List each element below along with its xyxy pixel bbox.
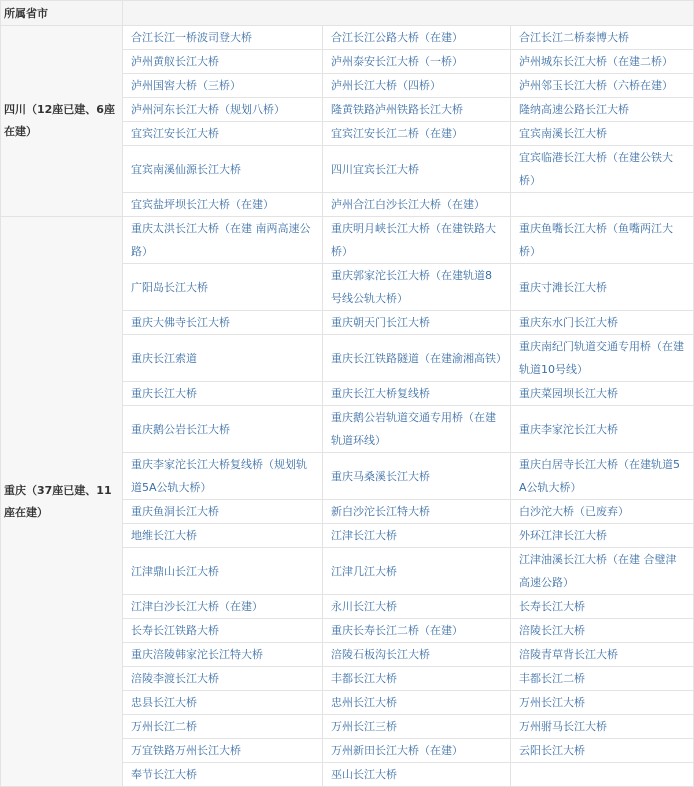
bridge-link[interactable]: 泸州长江大桥（四桥） [331, 79, 441, 92]
table-row [1, 217, 694, 264]
bridge-link[interactable]: 宜宾盐坪坝长江大桥（在建） [131, 198, 274, 211]
bridge-link[interactable]: 泸州邻玉长江大桥（六桥在建） [519, 79, 673, 92]
bridge-cell [323, 406, 511, 453]
bridge-link[interactable]: 重庆长江大桥 [131, 387, 197, 400]
bridge-cell [511, 146, 694, 193]
bridge-link[interactable]: 万州长江大桥 [519, 696, 585, 709]
bridge-cell [511, 524, 694, 548]
bridge-cell [511, 264, 694, 311]
bridge-link[interactable]: 宜宾南溪长江大桥 [519, 127, 607, 140]
bridge-cell [323, 667, 511, 691]
bridge-cell [323, 453, 511, 500]
table-header-row [1, 1, 694, 26]
bridge-link[interactable]: 涪陵石板沟长江大桥 [331, 648, 430, 661]
bridge-cell [123, 548, 323, 595]
bridge-cell [323, 146, 511, 193]
bridge-cell [323, 26, 511, 50]
bridge-link[interactable]: 泸州合江白沙长江大桥（在建） [331, 198, 485, 211]
bridge-cell [123, 335, 323, 382]
bridge-cell [323, 122, 511, 146]
bridge-link[interactable]: 长寿长江铁路大桥 [131, 624, 219, 637]
bridge-link[interactable]: 重庆白居寺长江大桥（在建轨道5A公轨大桥） [519, 458, 680, 494]
bridge-link[interactable]: 忠县长江大桥 [131, 696, 197, 709]
bridge-link[interactable]: 隆黄铁路泸州铁路长江大桥 [331, 103, 463, 116]
bridge-cell [511, 217, 694, 264]
bridge-cell [123, 217, 323, 264]
bridge-link[interactable]: 江津长江大桥 [331, 529, 397, 542]
bridge-link[interactable]: 江津油溪长江大桥（在建 合璧津高速公路） [519, 553, 677, 589]
bridge-link[interactable]: 新白沙沱长江特大桥 [331, 505, 430, 518]
bridge-link[interactable]: 重庆涪陵韩家沱长江特大桥 [131, 648, 263, 661]
bridge-cell [323, 619, 511, 643]
bridge-link[interactable]: 重庆大佛寺长江大桥 [131, 316, 230, 329]
bridge-cell [511, 98, 694, 122]
bridge-cell [123, 643, 323, 667]
bridge-link[interactable]: 永川长江大桥 [331, 600, 397, 613]
bridge-link[interactable]: 宜宾临港长江大桥（在建公铁大桥） [519, 151, 673, 187]
bridge-cell [511, 382, 694, 406]
bridge-cell [511, 335, 694, 382]
bridge-cell [323, 763, 511, 787]
bridge-link[interactable]: 重庆菜园坝长江大桥 [519, 387, 618, 400]
bridge-cell [511, 763, 694, 787]
bridge-link[interactable]: 重庆长江索道 [131, 351, 197, 365]
bridge-cell [123, 739, 323, 763]
bridge-link[interactable]: 地维长江大桥 [131, 529, 197, 542]
bridge-link[interactable]: 重庆鱼洞长江大桥 [131, 505, 219, 518]
bridge-cell [123, 619, 323, 643]
bridge-cell [511, 548, 694, 595]
bridge-link[interactable]: 丰都长江大桥 [331, 672, 397, 685]
bridge-cell [323, 74, 511, 98]
bridge-link[interactable]: 重庆朝天门长江大桥 [331, 316, 430, 329]
bridge-cell [511, 715, 694, 739]
bridge-link[interactable]: 广阳岛长江大桥 [131, 280, 208, 294]
bridge-cell [123, 406, 323, 453]
bridge-cell [511, 122, 694, 146]
bridge-cell [323, 335, 511, 382]
bridge-link[interactable]: 合江长江二桥泰博大桥 [519, 31, 629, 44]
bridge-cell [123, 146, 323, 193]
bridge-link[interactable]: 重庆长江大桥复线桥 [331, 387, 430, 400]
bridge-link[interactable]: 江津鼎山长江大桥 [131, 564, 219, 578]
bridge-cell [511, 667, 694, 691]
bridge-cell [511, 595, 694, 619]
bridge-link[interactable]: 万州新田长江大桥（在建） [331, 744, 463, 757]
bridge-cell [323, 98, 511, 122]
bridge-link[interactable]: 万宜铁路万州长江大桥 [131, 744, 241, 757]
bridge-cell [323, 548, 511, 595]
bridge-cell [123, 453, 323, 500]
bridge-cell [511, 406, 694, 453]
bridge-cell [123, 667, 323, 691]
bridge-link[interactable]: 涪陵青草背长江大桥 [519, 648, 618, 661]
bridge-cell [323, 643, 511, 667]
bridge-link[interactable]: 重庆明月峡长江大桥（在建铁路大桥） [331, 222, 496, 258]
bridge-link[interactable]: 巫山长江大桥 [331, 768, 397, 781]
bridge-link[interactable]: 涪陵长江大桥 [519, 624, 585, 637]
bridge-cell [123, 122, 323, 146]
bridge-cell [511, 691, 694, 715]
bridge-cell [323, 524, 511, 548]
bridge-link[interactable]: 万州长江二桥 [131, 720, 197, 733]
header-province: 所属省市 [1, 1, 123, 26]
bridge-link[interactable]: 泸州黄舣长江大桥 [131, 55, 219, 68]
bridge-link[interactable]: 重庆李家沱长江大桥复线桥（规划轨道5A公轨大桥） [131, 458, 307, 494]
bridge-link[interactable]: 四川宜宾长江大桥 [331, 162, 419, 176]
bridge-cell [323, 217, 511, 264]
bridge-link[interactable]: 奉节长江大桥 [131, 768, 197, 781]
bridge-link[interactable]: 万州驸马长江大桥 [519, 720, 607, 733]
bridge-cell [123, 193, 323, 217]
bridge-cell [123, 715, 323, 739]
bridge-cell [123, 26, 323, 50]
province-cell: 四川（12座已建、6座在建） [1, 26, 123, 217]
bridge-cell [511, 739, 694, 763]
province-cell: 重庆（37座已建、11座在建） [1, 217, 123, 787]
bridge-link[interactable]: 云阳长江大桥 [519, 744, 585, 757]
header-bridges [123, 1, 694, 26]
bridge-cell [511, 311, 694, 335]
bridge-link[interactable]: 重庆太洪长江大桥（在建 南两高速公路） [131, 222, 311, 258]
bridge-link[interactable]: 泸州泰安长江大桥（一桥） [331, 55, 463, 68]
bridge-cell [323, 691, 511, 715]
bridge-cell [323, 500, 511, 524]
bridge-link[interactable]: 重庆长江铁路隧道（在建渝湘高铁） [331, 351, 507, 365]
bridge-cell [123, 524, 323, 548]
table-row [1, 26, 694, 50]
bridge-link[interactable]: 合江长江一桥波司登大桥 [131, 31, 252, 44]
bridge-cell [511, 500, 694, 524]
bridge-link[interactable]: 重庆东水门长江大桥 [519, 316, 618, 329]
bridge-link[interactable]: 泸州城东长江大桥（在建二桥） [519, 55, 673, 68]
bridge-cell [323, 715, 511, 739]
bridge-link[interactable]: 涪陵李渡长江大桥 [131, 672, 219, 685]
bridge-link[interactable]: 长寿长江大桥 [519, 600, 585, 613]
bridge-cell [511, 193, 694, 217]
bridge-link[interactable]: 白沙沱大桥（已废弃） [519, 505, 629, 518]
bridge-cell [323, 382, 511, 406]
bridge-cell [511, 26, 694, 50]
bridge-cell [123, 595, 323, 619]
bridge-link[interactable]: 江津白沙长江大桥（在建） [131, 600, 263, 613]
bridge-cell [123, 74, 323, 98]
bridge-cell [123, 311, 323, 335]
bridge-link[interactable]: 丰都长江二桥 [519, 672, 585, 685]
bridge-link[interactable]: 重庆南纪门轨道交通专用桥（在建轨道10号线） [519, 340, 684, 376]
bridge-cell [123, 763, 323, 787]
bridge-link[interactable]: 重庆鹅公岩轨道交通专用桥（在建轨道环线） [331, 411, 496, 447]
bridge-link[interactable]: 重庆李家沱长江大桥 [519, 422, 618, 436]
bridge-link[interactable]: 江津几江大桥 [331, 564, 397, 578]
bridge-link[interactable]: 忠州长江大桥 [331, 696, 397, 709]
bridge-link[interactable]: 宜宾江安长江大桥 [131, 127, 219, 140]
bridge-link[interactable]: 重庆鱼嘴长江大桥（鱼嘴两江大桥） [519, 222, 673, 258]
bridge-link[interactable]: 重庆郭家沱长江大桥（在建轨道8号线公轨大桥） [331, 269, 492, 305]
bridge-cell [123, 264, 323, 311]
bridge-cell [511, 643, 694, 667]
bridge-cell [323, 264, 511, 311]
bridge-cell [323, 50, 511, 74]
bridge-link[interactable]: 重庆鹅公岩长江大桥 [131, 422, 230, 436]
bridge-link[interactable]: 外环江津长江大桥 [519, 529, 607, 542]
bridge-link[interactable]: 泸州国窖大桥（三桥） [131, 79, 241, 92]
bridge-link[interactable]: 重庆寸滩长江大桥 [519, 280, 607, 294]
bridge-cell [323, 311, 511, 335]
bridge-cell [511, 50, 694, 74]
bridge-cell [123, 98, 323, 122]
bridge-link[interactable]: 万州长江三桥 [331, 720, 397, 733]
bridge-cell [323, 595, 511, 619]
bridge-cell [123, 691, 323, 715]
bridge-link[interactable]: 泸州河东长江大桥（规划八桥） [131, 103, 285, 116]
bridge-cell [323, 739, 511, 763]
bridge-link[interactable]: 宜宾江安长江二桥（在建） [331, 127, 463, 140]
bridge-link[interactable]: 宜宾南溪仙源长江大桥 [131, 162, 241, 176]
bridge-cell [123, 382, 323, 406]
bridge-link[interactable]: 隆纳高速公路长江大桥 [519, 103, 629, 116]
bridge-cell [511, 619, 694, 643]
bridge-link[interactable]: 重庆马桑溪长江大桥 [331, 469, 430, 483]
bridge-cell [123, 500, 323, 524]
bridge-link[interactable]: 重庆长寿长江二桥（在建） [331, 624, 463, 637]
bridge-cell [123, 50, 323, 74]
bridge-cell [511, 453, 694, 500]
bridge-link[interactable]: 合江长江公路大桥（在建） [331, 31, 463, 44]
bridge-cell [511, 74, 694, 98]
bridge-cell [323, 193, 511, 217]
